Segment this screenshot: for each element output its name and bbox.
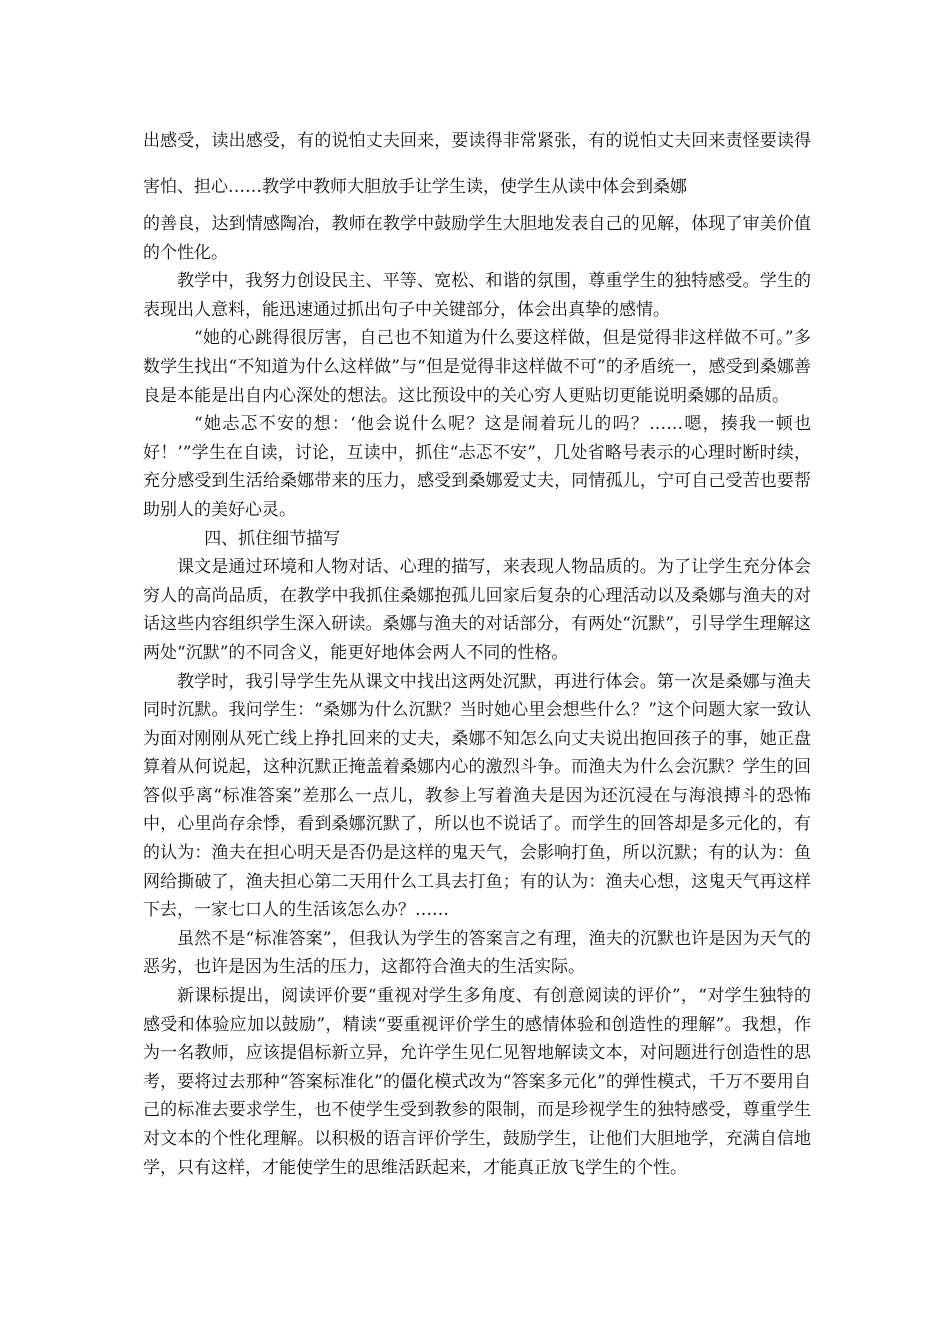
paragraph-7: 教学时，我引导学生先从课文中找出这两处沉默，再进行体会。第一次是桑娜与渔夫同时沉默。我问学生：“桑娜为什么沉默？当时她心里会想些什么？”这个问题大家一致认为面对刚刚从死亡线上挣扎回来的丈夫，桑娜不知怎么向丈夫说出抱回孩子的事，她正盘算着从何说起，这种沉默正掩盖着桑娜内心的激烈斗争。而渔夫为什么会沉默？学生的回答似乎离“标准答案”差那么一点儿，教参上写着渔夫是因为还沉浸在与海浪搏斗的恐怖中，心里尚存余悸，看到桑娜沉默了，所以也不说话了。而学生的回答却是多元化的，有的认为：渔夫在担心明天是否仍是这样的鬼天气，会影响打鱼，所以沉默；有的认为：鱼网给撕破了，渔夫担心第二天用什么工具去打鱼；有的认为：渔夫心想，这鬼天气再这样下去，一家七口人的生活该怎么办？…… [143,671,811,921]
document-page [143,118,811,1182]
paragraph-1: 出感受，读出感受，有的说怕丈夫回来，要读得非常紧张，有的说怕丈夫回来责怪要读得害怕、担心……教学中教师大胆放手让学生读，使学生从读中体会到桑娜 [143,131,811,197]
paragraph-8: 虽然不是“标准答案”，但我认为学生的答案言之有理，渔夫的沉默也许是因为天气的恶劣，也许是因为生活的压力，这都符合渔夫的生活实际。 [143,928,811,978]
paragraph-3: 教学中，我努力创设民主、平等、宽松、和谐的氛围，尊重学生的独特感受。学生的表现出人意料，能迅速通过抓出句子中关键部分，体会出真挚的感情。 [143,271,811,320]
paragraph-9: 新课标提出，阅读评价要“重视对学生多角度、有创意阅读的评价”，“对学生独特的感受和体验应加以鼓励”，精读“要重视评价学生的感情体验和创造性的理解”。我想，作为一名教师，应该提倡标新立异，允许学生见仁见智地解读文本，对问题进行创造性的思考，要将过去那种“答案标准化”的僵化模式改为“答案多元化”的弹性模式，千万不要用自己的标准去要求学生，也不使学生受到教参的限制，而是珍视学生的独特感受，尊重学生对文本的个性化理解。以积极的语言评价学生，鼓励学生，让他们大胆地学，充满自信地学，只有这样，才能使学生的思维活跃起来，才能真正放飞学生的个性。 [143,986,811,1178]
paragraph-5: “她忐忑不安的想：‘他会说什么呢？这是闹着玩儿的吗？……嗯，揍我一顿也好！’”学生在自读，讨论，互读中，抓住“忐忑不安”，几处省略号表示的心理时断时续，充分感受到生活给桑娜带来的压力，感受到桑娜爱丈夫，同情孤儿，宁可自己受苦也要帮助别人的美好心灵。 [143,414,811,520]
paragraph-6: 课文是通过环境和人物对话、心理的描写，来表现人物品质的。为了让学生充分体会穷人的高尚品质，在教学中我抓住桑娜抱孤儿回家后复杂的心理活动以及桑娜与渔夫的对话这些内容组织学生深入研读。桑娜与渔夫的对话部分，有两处“沉默”，引导学生理解这两处“沉默”的不同含义，能更好地体会两人不同的性格。 [143,557,811,663]
paragraph-4: “她的心跳得很厉害，自己也不知道为什么要这样做，但是觉得非这样做不可。”多数学生找出“不知道为什么这样做”与“但是觉得非这样做不可”的矛盾统一，感受到桑娜善良是本能是出自内心深处的想法。这比预设中的关心穷人更贴切更能说明桑娜的品质。 [143,328,811,406]
section-heading: 四、抓住细节描写 [204,528,341,549]
paragraph-2: 的善良，达到情感陶冶，教师在教学中鼓励学生大胆地发表自己的见解，体现了审美价值的个性化。 [143,214,811,263]
